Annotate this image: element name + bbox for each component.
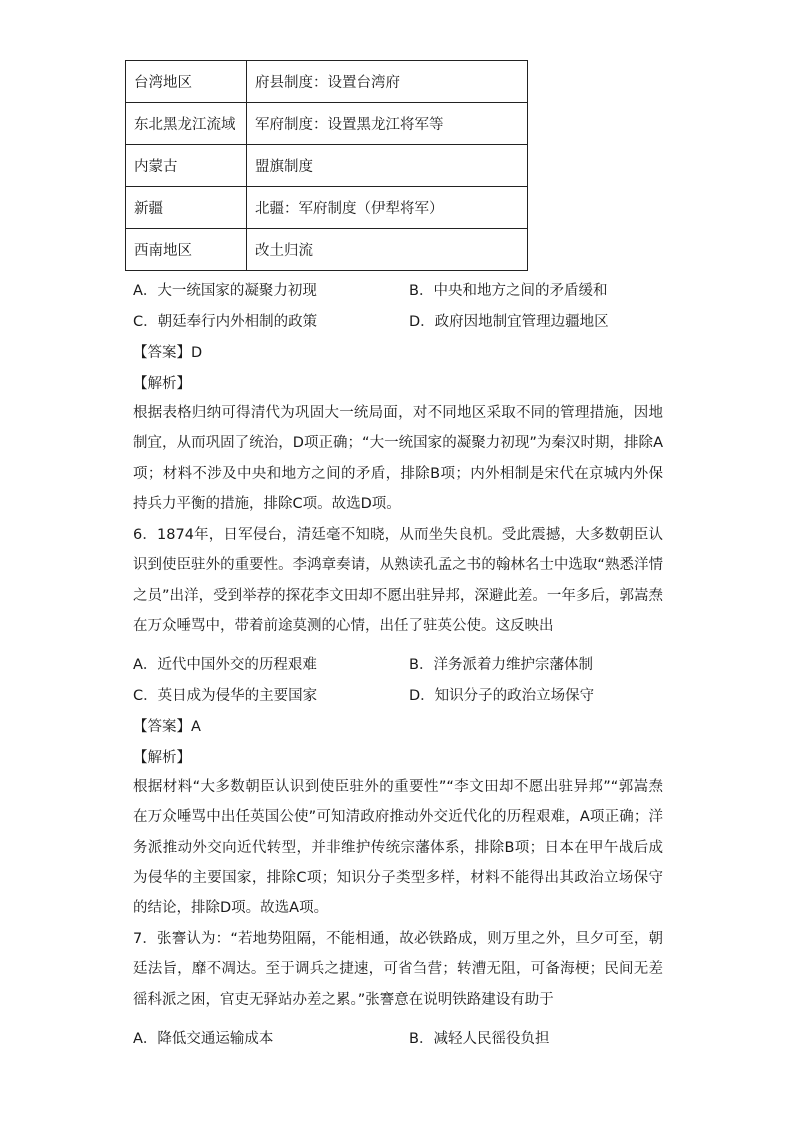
table-row: [126, 103, 528, 145]
region-cell: 东北黑龙江流域: [126, 103, 247, 145]
q6-answer: 【答案】A: [133, 719, 201, 735]
q7-stem: 7．张謇认为：“若地势阻隔，不能相通，故必铁路成，则万里之外，旦夕可至，朝廷法旨，靡不凋达。至于调兵之捷速，可省刍营；转漕无阻，可备海梗；民间无差徭科派之困，官吏无驿站办差之累。”张謇意在说明铁路建设有助于: [133, 931, 663, 1008]
q5-option-a: A．大一统国家的凝聚力初现: [133, 283, 317, 299]
q5-option-c: C．朝廷奉行内外相制的政策: [133, 314, 318, 330]
q6-stem: 6．1874年，日军侵台，清廷毫不知晓，从而坐失良机。受此震撼，大多数朝臣认识到使臣驻外的重要性。李鸿章奏请，从熟读孔孟之书的翰林名士中选取“熟悉洋情之员”出洋，受到举荐的探花李文田却不愿出驻异邦，深避此差。一年多后，郭嵩焘在万众唾骂中，带着前途莫测的心情，出任了驻英公使。这反映出: [133, 527, 663, 634]
system-cell: 府县制度：设置台湾府: [247, 61, 528, 103]
table-row: [126, 229, 528, 271]
q5-analysis: 根据表格归纳可得清代为巩固大一统局面，对不同地区采取不同的管理措施，因地制宜，从而巩固了统治，D项正确；“大一统国家的凝聚力初现”为秦汉时期，排除A项；材料不涉及中央和地方之间的矛盾，排除B项；内外相制是宋代在京城内外保持兵力平衡的措施，排除C项。故选D项。: [133, 405, 663, 512]
q6-analysis: 根据材料“大多数朝臣认识到使臣驻外的重要性”“李文田却不愿出驻异邦”“郭嵩焘在万众唾骂中出任英国公使”可知清政府推动外交近代化的历程艰难，A项正确；洋务派推动外交向近代转型，并非维护传统宗藩体系，排除B项；日本在甲午战后成为侵华的主要国家，排除C项；知识分子类型多样，材料不能得出其政治立场保守的结论，排除D项。故选A项。: [133, 779, 663, 917]
q6-option-a: A．近代中国外交的历程艰难: [133, 657, 317, 673]
q6-options-row-2: [133, 684, 733, 706]
system-cell: 军府制度：设置黑龙江将军等: [247, 103, 528, 145]
q6-options-row-1: [133, 653, 733, 675]
table-row: [126, 187, 528, 229]
q5-options-row-2: [133, 310, 733, 332]
q6-option-c: C．英日成为侵华的主要国家: [133, 688, 318, 704]
q5-option-d: D．政府因地制宜管理边疆地区: [409, 314, 609, 330]
q5-option-b: B．中央和地方之间的矛盾缓和: [409, 283, 608, 299]
q5-analysis-label: 【解析】: [133, 376, 191, 392]
q6-option-d: D．知识分子的政治立场保守: [409, 688, 595, 704]
q7-option-a: A．降低交通运输成本: [133, 1031, 274, 1047]
q6-analysis-label: 【解析】: [133, 750, 191, 766]
governance-table: [125, 60, 528, 271]
system-cell: 盟旗制度: [247, 145, 528, 187]
system-cell: 改土归流: [247, 229, 528, 271]
q5-answer: 【答案】D: [133, 345, 203, 361]
region-cell: 新疆: [126, 187, 247, 229]
q6-option-b: B．洋务派着力维护宗藩体制: [409, 657, 593, 673]
q5-options-row-1: [133, 279, 733, 301]
region-cell: 西南地区: [126, 229, 247, 271]
region-cell: 内蒙古: [126, 145, 247, 187]
region-cell: 台湾地区: [126, 61, 247, 103]
q7-option-b: B．减轻人民徭役负担: [409, 1031, 550, 1047]
q7-options-row-1: [133, 1027, 733, 1049]
system-cell: 北疆：军府制度（伊犁将军）: [247, 187, 528, 229]
table-row: [126, 145, 528, 187]
table-row: [126, 61, 528, 103]
